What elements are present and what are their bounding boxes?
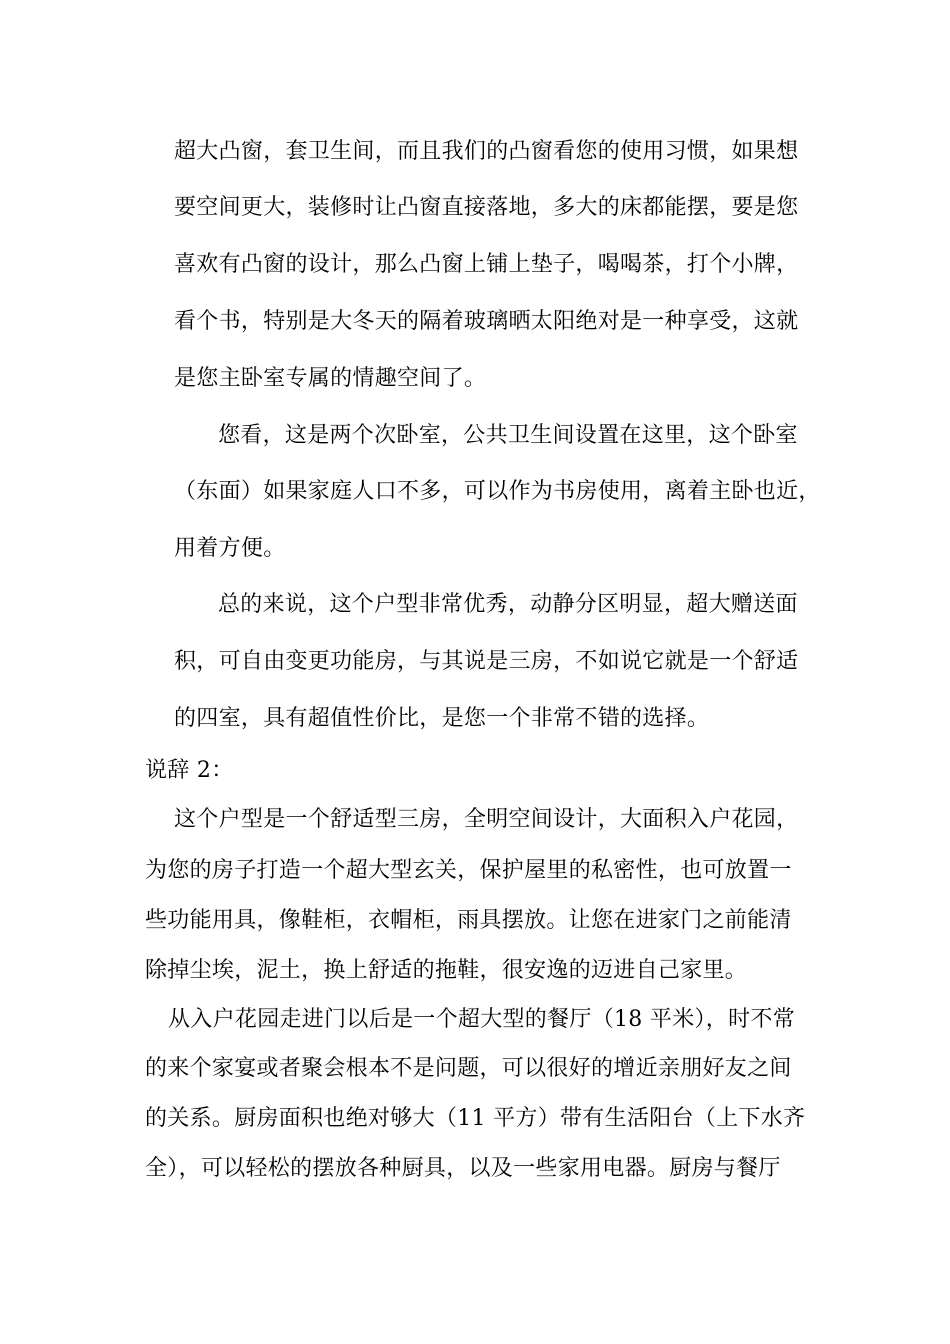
text-line: 您看，这是两个次卧室，公共卫生间设置在这里，这个卧室: [218, 423, 798, 448]
text-line: （东面）如果家庭人口不多，可以作为书房使用，离着主卧也近，: [174, 479, 821, 504]
text-line: 喜欢有凸窗的设计，那么凸窗上铺上垫子，喝喝茶，打个小牌，: [174, 252, 799, 277]
text-line: 从入户花园走进门以后是一个超大型的餐厅（18 平米），时不常: [168, 1007, 795, 1032]
section-heading: 说辞 2：: [145, 758, 234, 783]
text-line: 看个书，特别是大冬天的隔着玻璃晒太阳绝对是一种享受，这就: [174, 309, 799, 334]
text-line: 是您主卧室专属的情趣空间了。: [174, 366, 487, 391]
text-line: 的关系。厨房面积也绝对够大（11 平方）带有生活阳台（上下水齐: [145, 1106, 806, 1131]
text-line: 的来个家宴或者聚会根本不是问题，可以很好的增近亲朋好友之间: [145, 1056, 792, 1081]
text-line: 些功能用具，像鞋柜，衣帽柜，雨具摆放。让您在进家门之前能清: [145, 908, 792, 933]
text-line: 总的来说，这个户型非常优秀，动静分区明显，超大赠送面: [218, 592, 798, 617]
text-line: 超大凸窗，套卫生间，而且我们的凸窗看您的使用习惯，如果想: [174, 139, 799, 164]
text-line: 的四室，具有超值性价比，是您一个非常不错的选择。: [174, 706, 710, 731]
text-line: 全），可以轻松的摆放各种厨具，以及一些家用电器。厨房与餐厅: [145, 1156, 781, 1181]
text-line: 积，可自由变更功能房，与其说是三房，不如说它就是一个舒适: [174, 649, 799, 674]
text-line: 为您的房子打造一个超大型玄关，保护屋里的私密性，也可放置一: [145, 858, 792, 883]
text-line: 这个户型是一个舒适型三房，全明空间设计，大面积入户花园，: [174, 807, 799, 832]
text-line: 用着方便。: [174, 536, 286, 561]
text-line: 要空间更大，装修时让凸窗直接落地，多大的床都能摆，要是您: [174, 195, 799, 220]
text-line: 除掉尘埃，泥土，换上舒适的拖鞋，很安逸的迈进自己家里。: [145, 958, 748, 983]
